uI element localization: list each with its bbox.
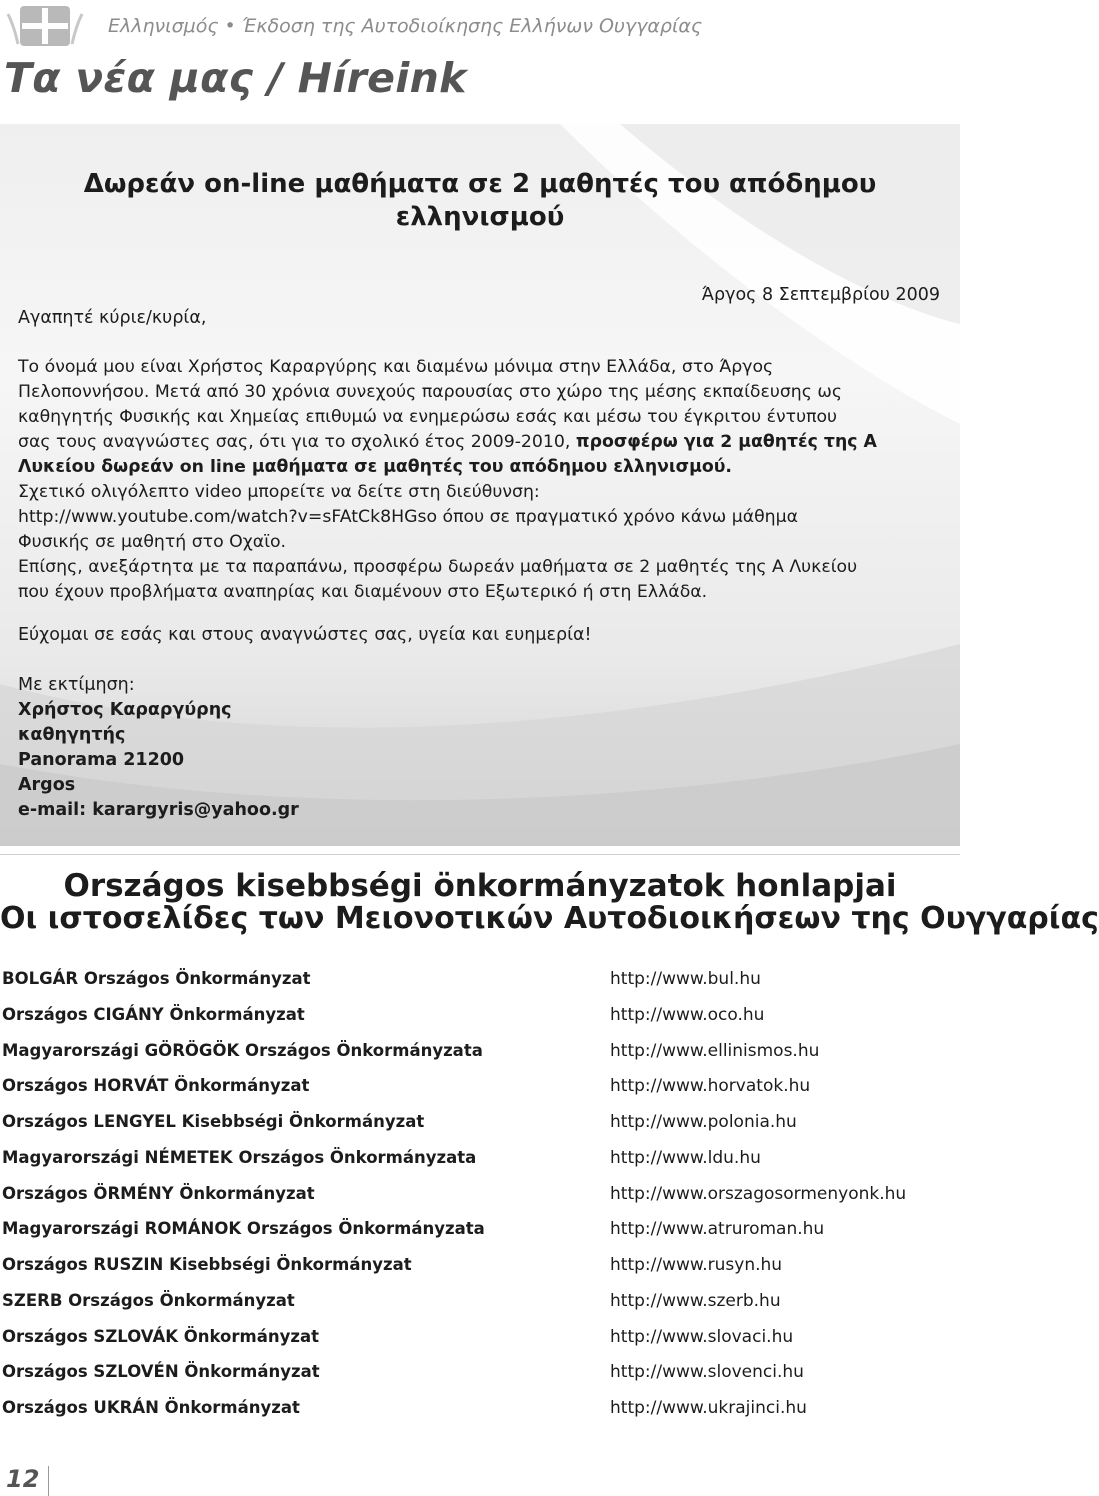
signature-block <box>18 673 299 823</box>
minority-name: Országos HORVÁT Önkormányzat <box>2 1076 310 1096</box>
minority-url-link[interactable]: http://www.ldu.hu <box>610 1147 761 1168</box>
minority-name: Magyarországi GÖRÖGÖK Országos Önkormányzata <box>2 1040 483 1060</box>
minority-name: Országos SZLOVÁK Önkormányzat <box>2 1326 319 1346</box>
article-body <box>18 355 948 605</box>
list-item <box>0 1072 960 1108</box>
article-title: Δωρεάν on-line μαθήματα σε 2 μαθητές του απόδημου ελληνισμού <box>83 169 877 232</box>
minority-name: Országos UKRÁN Önkormányzat <box>2 1398 300 1417</box>
body-text-plain: σας τους αναγνώστες σας, ότι για το σχολικό έτος 2009-2010, <box>18 432 576 452</box>
list-item <box>0 1001 960 1037</box>
body-text-bold: προσφέρω για 2 μαθητές της Α <box>575 432 877 452</box>
minorities-heading-gr: Οι ιστοσελίδες των Μειονοτικών Αυτοδιοικήσεων της Ουγγαρίας <box>0 901 1099 936</box>
publication-name: Ελληνισμός • Έκδοση της Αυτοδιοίκησης Ελλήνων Ουγγαρίας <box>108 15 703 37</box>
minority-url-link[interactable]: http://www.atruroman.hu <box>610 1219 825 1240</box>
minority-name: Magyarországi ROMÁNOK Országos Önkormányzata <box>2 1219 485 1239</box>
minority-url-link[interactable]: http://www.bul.hu <box>610 969 761 989</box>
signature-address: Panorama 21200 <box>18 750 185 770</box>
minority-url-link[interactable]: http://www.szerb.hu <box>610 1290 781 1311</box>
minority-name: Országos RUSZIN Kisebbségi Önkormányzat <box>2 1255 412 1274</box>
minority-url-link[interactable]: http://www.rusyn.hu <box>610 1255 783 1275</box>
minorities-heading-hu: Országos kisebbségi önkormányzatok honlapjai <box>63 868 897 904</box>
minority-list <box>0 965 960 1430</box>
body-line: Φυσικής σε μαθητή στο Οχαϊο. <box>18 532 287 552</box>
list-item <box>0 1037 960 1073</box>
letter-date: Άργος 8 Σεπτεμβρίου 2009 <box>701 285 940 305</box>
section-divider <box>0 854 960 855</box>
list-item <box>0 1287 960 1323</box>
video-link-line[interactable]: http://www.youtube.com/watch?v=sFAtCk8HGso όπου σε πραγματικό χρόνο κάνω μάθημα <box>18 507 799 527</box>
signature-email[interactable]: e-mail: karargyris@yahoo.gr <box>18 800 299 820</box>
list-item <box>0 1394 960 1430</box>
list-item <box>0 965 960 1001</box>
body-line: Επίσης, ανεξάρτητα με τα παραπάνω, προσφέρω δωρεάν μαθήματα σε 2 μαθητές της Α Λυκείου <box>18 557 858 577</box>
list-item <box>0 1144 960 1180</box>
signature-closing: Με εκτίμηση: <box>18 675 135 695</box>
minority-url-link[interactable]: http://www.orszagosormenyonk.hu <box>610 1183 907 1204</box>
minority-url-link[interactable]: http://www.ukrajinci.hu <box>610 1398 807 1418</box>
body-line <box>18 430 948 455</box>
page-number-rule <box>48 1466 49 1496</box>
minority-url-link[interactable]: http://www.slovaci.hu <box>610 1326 794 1347</box>
section-title: Τα νέα μας / Híreink <box>4 54 467 102</box>
body-line: Πελοποννήσου. Μετά από 30 χρόνια συνεχούς παρουσίας στο χώρο της μέσης εκπαίδευσης ως <box>18 382 842 402</box>
body-line: που έχουν προβλήματα αναπηρίας και διαμένουν στο Εξωτερικό ή στη Ελλάδα. <box>18 582 708 602</box>
minority-name: Országos LENGYEL Kisebbségi Önkormányzat <box>2 1112 425 1131</box>
body-line: καθηγητής Φυσικής και Χημείας επιθυμώ να ενημερώσω εσάς και μέσω του έγκριτου έντυπου <box>18 407 838 427</box>
minority-name: Magyarországi NÉMETEK Országos Önkormányzata <box>2 1147 477 1167</box>
body-line: Σχετικό ολιγόλεπτο video μπορείτε να δείτε στη διεύθυνση: <box>18 482 540 502</box>
body-line: Το όνομά μου είναι Χρήστος Καραργύρης και διαμένω μόνιμα στην Ελλάδα, στο Άργος <box>18 357 774 377</box>
signature-city: Argos <box>18 775 76 795</box>
closing-wish: Εύχομαι σε εσάς και στους αναγνώστες σας, υγεία και ευημερία! <box>18 625 592 645</box>
list-item <box>0 1215 960 1251</box>
list-item <box>0 1323 960 1359</box>
minority-name: BOLGÁR Országos Önkormányzat <box>2 969 311 988</box>
greek-flag-emblem-icon <box>6 4 84 48</box>
list-item <box>0 1358 960 1394</box>
minority-name: Országos CIGÁNY Önkormányzat <box>2 1004 305 1024</box>
minority-url-link[interactable]: http://www.oco.hu <box>610 1004 765 1025</box>
minority-name: Országos ÖRMÉNY Önkormányzat <box>2 1183 315 1203</box>
minority-url-link[interactable]: http://www.ellinismos.hu <box>610 1040 820 1061</box>
signature-role: καθηγητής <box>18 725 126 745</box>
minority-url-link[interactable]: http://www.horvatok.hu <box>610 1076 811 1097</box>
signature-name: Χρήστος Καραργύρης <box>18 700 232 720</box>
salutation: Αγαπητέ κύριε/κυρία, <box>18 308 207 328</box>
minority-url-link[interactable]: http://www.polonia.hu <box>610 1112 797 1132</box>
body-text-bold: Λυκείου δωρεάν on line μαθήματα σε μαθητές του απόδημου ελληνισμού. <box>18 457 732 477</box>
list-item <box>0 1251 960 1287</box>
body-line <box>18 455 948 480</box>
list-item <box>0 1180 960 1216</box>
minority-name: SZERB Országos Önkormányzat <box>2 1290 295 1310</box>
minority-url-link[interactable]: http://www.slovenci.hu <box>610 1362 804 1383</box>
list-item <box>0 1108 960 1144</box>
page-number: 12 <box>6 1465 40 1493</box>
minority-name: Országos SZLOVÉN Önkormányzat <box>2 1362 320 1382</box>
